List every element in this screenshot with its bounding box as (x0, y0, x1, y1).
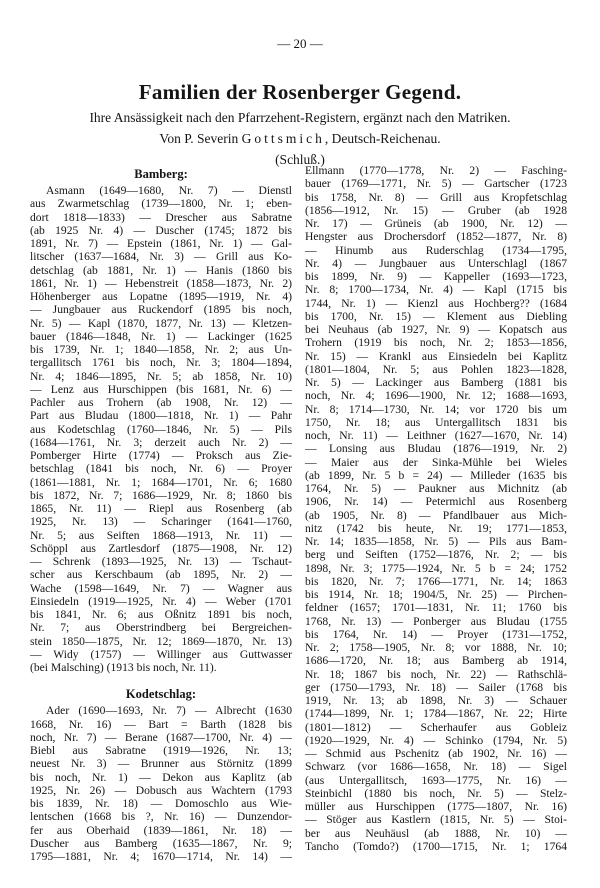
text-line: (aus Untergallitsch, 1693—1775, Nr. 16) — (305, 773, 567, 787)
text-line: Tancho (Tomdo?) (1700—1715, Nr. 1; 1764 (305, 839, 567, 853)
author-name: Gottsmich (241, 131, 325, 146)
author-suffix: , Deutsch-Reichenau. (324, 131, 441, 146)
text-line: Einsiedeln (1919—1925, Nr. 4) — Weber (1701 (30, 594, 292, 608)
text-line: 1795—1881, Nr. 4; 1670—1714, Nr. 14) — (30, 850, 292, 863)
text-line: — Schmid aus Pschenitz (ab 1902, Nr. 16) — (305, 747, 567, 760)
text-line: berg und Seiften (1752—1876, Nr. 2; — bis (305, 548, 567, 562)
text-line: (1744—1899, Nr. 1; 1784—1867, Nr. 22; Hirte (305, 707, 567, 721)
text-line: 1865, Nr. 11) — Riepl aus Rosenberg (ab (30, 502, 292, 515)
text-line: 1744, Nr. 1) — Kienzl aus Hochberg?? (1684 (305, 296, 567, 310)
text-line: — Widy (1757) — Willinger aus Guttwasser (30, 647, 292, 661)
text-line: Nr. 4; 1846—1895, Nr. 5; ab 1858, Nr. 10) (30, 369, 292, 383)
left-column (30, 166, 292, 863)
text-line: litscher (1637—1684, Nr. 3) — Grill aus Ko- (30, 250, 292, 264)
text-line: detschlag (ab 1881, Nr. 1) — Hanis (1860 bis (30, 263, 292, 277)
text-line: Hengster aus Drochersdorf (1852—1877, Nr. 8) (305, 230, 567, 244)
text-line: scher aus Kerschbaum (ab 1895, Nr. 2) — (30, 568, 292, 582)
text-line: 1925, Nr. 26) — Dobusch aus Wachtern (1793 (30, 783, 292, 797)
section-heading-kodetschlag: Kodetschlag: (125, 687, 197, 702)
text-line: bis 1820, Nr. 7; 1766—1771, Nr. 14; 1863 (305, 574, 567, 588)
text-line: Nr. 7; aus Oberstrindberg bei Bergreichen- (30, 621, 292, 635)
text-line: fer aus Oberhaid (1839—1861, Nr. 18) — (30, 823, 292, 837)
continuation-note: (Schluß.) (275, 152, 325, 167)
text-line: 1919, Nr. 13; ab 1898, Nr. 3) — Schauer (305, 694, 567, 707)
text-line: (1684—1761, Nr. 3; derzeit auch Nr. 2) — (30, 435, 292, 449)
text-line: müller aus Hurschippen (1775—1807, Nr. 16) (305, 800, 567, 813)
text-line: Nr. 8; 1700—1734, Nr. 4) — Kapl (1715 bis (305, 283, 567, 297)
text-line: — Lonsing aus Bludau (1876—1919, Nr. 2) (305, 442, 567, 456)
text-line: 1768, Nr. 13) — Ponberger aus Bludau (1755 (305, 614, 567, 628)
text-line: bis 1914, Nr. 18; 1904/5, Nr. 25) — Pirchen- (305, 588, 567, 601)
text-line: Nr. 18; 1867 bis noch, Nr. 22) — Rathschlä- (305, 667, 567, 681)
text-line: Höhenberger aus Lopatne (1895—1919, Nr. 4) (30, 290, 292, 303)
text-line: Pomberger Hirte (1774) — Proksch aus Zie- (30, 449, 292, 462)
text-line: — Maier aus der Sinka-Mühle bei Wieles (305, 455, 567, 469)
text-line: 1898, Nr. 3; 1775—1924, Nr. 5 b = 24; 1752 (305, 561, 567, 575)
text-line: (ab 1925 Nr. 4) — Duscher (1745; 1872 bis (30, 223, 292, 237)
text-line: Pachler aus Trohern (ab 1908, Nr. 12) — (30, 396, 292, 409)
text-line: — Hinumb aus Ruderschlag (1734—1795, (305, 243, 567, 257)
text-line: Asmann (1649—1680, Nr. 7) — Dienstl (46, 184, 292, 197)
article-title: Familien der Rosenberger Gegend. (138, 80, 462, 104)
text-line: (1856—1912, Nr. 15) — Gruber (ab 1928 (305, 203, 567, 217)
text-line: tergallitsch 1761 bis noch, Nr. 3; 1804—1894, (30, 356, 292, 370)
text-line: bis 1841, Nr. 6; aus Oßnitz 1891 bis noch, (30, 608, 292, 621)
text-line: 1668, Nr. 16) — Bart = Barth (1828 bis (30, 717, 292, 731)
text-line: — Jungbauer aus Ruckendorf (1895 bis noch, (30, 303, 292, 317)
page-number: — 20 — (277, 36, 323, 51)
text-line: (1801—1812) — Scherhaufer aus Gobleiz (305, 720, 567, 734)
text-line: 1906, Nr. 14) — Petermichl aus Rosenberg (305, 495, 567, 509)
section-gap (30, 674, 292, 686)
text-line: Nr. 15) — Krankl aus Einsiedeln bei Kaplitz (305, 349, 567, 363)
text-line: bauer (1769—1771, Nr. 5) — Gartscher (1723 (305, 177, 567, 191)
text-line: (1801—1804, Nr. 5; aus Pohlen 1823—1828, (305, 362, 567, 376)
section-heading-bamberg: Bamberg: (134, 167, 188, 181)
text-line: Nr. 4) — Jungbauer aus Unterschlagl (1867 (305, 256, 567, 270)
text-line: Schöppl aus Zartlesdorf (1875—1908, Nr. 12) (30, 541, 292, 555)
right-column (305, 164, 567, 853)
text-line: bei Neuhaus (ab 1927, Nr. 9) — Kopatsch aus (305, 323, 567, 336)
text-line: dort 1818—1833) — Drescher aus Sabratne (30, 210, 292, 224)
text-line: Steinbichl (1880 bis noch, Nr. 5) — Stelz- (305, 786, 567, 800)
author-prefix: Von P. Severin (159, 131, 239, 146)
text-line: bis 1700, Nr. 15) — Klement aus Diebling (305, 309, 567, 323)
text-line: 1764, Nr. 5) — Paukner aus Michnitz (ab (305, 482, 567, 495)
text-line: bis 1839, Nr. 18) — Domoschlo aus Wie- (30, 797, 292, 810)
text-line: Part aus Bludau (1800—1818, Nr. 1) — Pahr (30, 409, 292, 423)
text-line: Ellmann (1770—1778, Nr. 2) — Fasching- (305, 164, 567, 177)
text-line: noch, Nr. 7) — Berane (1687—1700, Nr. 4) — (30, 730, 292, 744)
text-line: bis 1872, Nr. 7; 1686—1929, Nr. 8; 1860 bis (30, 488, 292, 502)
text-line: Ader (1690—1693, Nr. 7) — Albrecht (1630 (46, 704, 292, 718)
text-line: aus Kodetschlag (1760—1846, Nr. 5) — Pils (30, 422, 292, 436)
text-line: Nr. 5) — Kapl (1870, 1877, Nr. 13) — Kletzen- (30, 316, 292, 330)
text-line: Nr. 8; 1714—1730, Nr. 14; vor 1720 bis um (305, 402, 567, 416)
text-line: 1861, Nr. 1) — Hebenstreit (1858—1873, Nr. 2) (30, 276, 292, 290)
text-line: Nr. 5; aus Seiften 1868—1913, Nr. 11) — (30, 528, 292, 542)
text-line: betschlag (1841 bis noch, Nr. 6) — Proyer (30, 462, 292, 476)
text-line: — Schrenk (1893—1925, Nr. 13) — Tschaut- (30, 555, 292, 568)
text-line: Nr. 5) — Lackinger aus Bamberg (1881 bis (305, 376, 567, 389)
text-line: 1891, Nr. 7) — Epstein (1861, Nr. 1) — Gal- (30, 237, 292, 250)
text-line: — Lenz aus Hurschippen (bis 1681, Nr. 6) — (30, 382, 292, 396)
text-line: 1750, Nr. 18; aus Untergallitsch 1831 bis (305, 415, 567, 429)
text-line: bis 1899, Nr. 9) — Kappeller (1693—1723, (305, 270, 567, 283)
text-line: ger (1750—1793, Nr. 18) — Sailer (1768 bis (305, 680, 567, 694)
text-line: stein 1850—1875, Nr. 12; 1869—1870, Nr. 13) (30, 634, 292, 648)
text-line: lentschen (1668 bis ?, Nr. 16) — Dunzendor- (30, 810, 292, 824)
author-line (0, 131, 600, 147)
text-line: (bei Malsching) (1913 bis noch, Nr. 11). (30, 661, 217, 674)
article-subtitle: Ihre Ansässigkeit nach den Pfarrzehent-Registern, ergänzt nach den Matriken. (89, 110, 511, 125)
text-line: Nr. 2; 1758—1905, Nr. 8; vor 1888, Nr. 10; (305, 641, 567, 654)
text-line: Duscher aus Bamberg (1635—1867, Nr. 9; (30, 836, 292, 850)
section-body-kodetschlag (30, 704, 292, 863)
text-line: Biebl aus Sabratne (1919—1926, Nr. 13; (30, 744, 292, 757)
text-line: (ab 1899, Nr. 5 b = 24) — Milleder (1635 bis (305, 468, 567, 482)
text-line: (1861—1881, Nr. 1; 1684—1701, Nr. 6; 1680 (30, 475, 292, 489)
section-body-bamberg (30, 184, 292, 674)
text-line: Nr. 17) — Grüneis (ab 1900, Nr. 12) — (305, 217, 567, 230)
text-line: Schwarz (vor 1686—1658, Nr. 18) — Sigel (305, 760, 567, 774)
text-line: 1686—1720, Nr. 18; aus Bamberg ab 1914, (305, 654, 567, 668)
text-line: noch, Nr. 4; 1696—1900, Nr. 12; 1688—1693, (305, 389, 567, 403)
text-line: bis noch, Nr. 1) — Dekon aus Kaplitz (ab (30, 770, 292, 784)
text-line: Wache (1598—1649, Nr. 7) — Wagner aus (30, 581, 292, 595)
text-line: — Stöger aus Kastlern (1815, Nr. 5) — Stoi- (305, 813, 567, 827)
text-line: feldner (1657; 1701—1831, Nr. 11; 1760 bis (305, 601, 567, 615)
text-line: 1925, Nr. 13) — Scharinger (1641—1760, (30, 515, 292, 529)
text-line: neuest Nr. 3) — Brunner aus Störnitz (1899 (30, 757, 292, 771)
text-line: (1920—1929, Nr. 4) — Schinko (1794, Nr. 5) (305, 733, 567, 747)
text-line: bauer (1846—1848, Nr. 1) — Lackinger (1625 (30, 329, 292, 343)
text-line: aus Zwarmetschlag (1739—1800, Nr. 1; eben- (30, 197, 292, 211)
text-line: ber aus Neuhäusl (ab 1888, Nr. 10) — (305, 826, 567, 840)
section-body-kodetschlag-continued (305, 164, 567, 853)
text-line: noch, Nr. 11) — Leithner (1627—1670, Nr. 14) (305, 429, 567, 442)
text-line: Trohern (1919 bis noch, Nr. 2; 1853—1856, (305, 336, 567, 350)
text-line: nitz (1742 bis heute, Nr. 19; 1771—1853, (305, 521, 567, 535)
text-line: (ab 1905, Nr. 8) — Pfandlbauer aus Mich- (305, 508, 567, 522)
text-line: bis 1758, Nr. 8) — Grill aus Kropfetschlag (305, 190, 567, 204)
text-line: bis 1739, Nr. 1; 1840—1858, Nr. 2; aus Un- (30, 343, 292, 356)
text-line: bis 1764, Nr. 14) — Proyer (1731—1752, (305, 627, 567, 641)
text-line: Nr. 14; 1835—1858, Nr. 5) — Pils aus Bam- (305, 535, 567, 548)
